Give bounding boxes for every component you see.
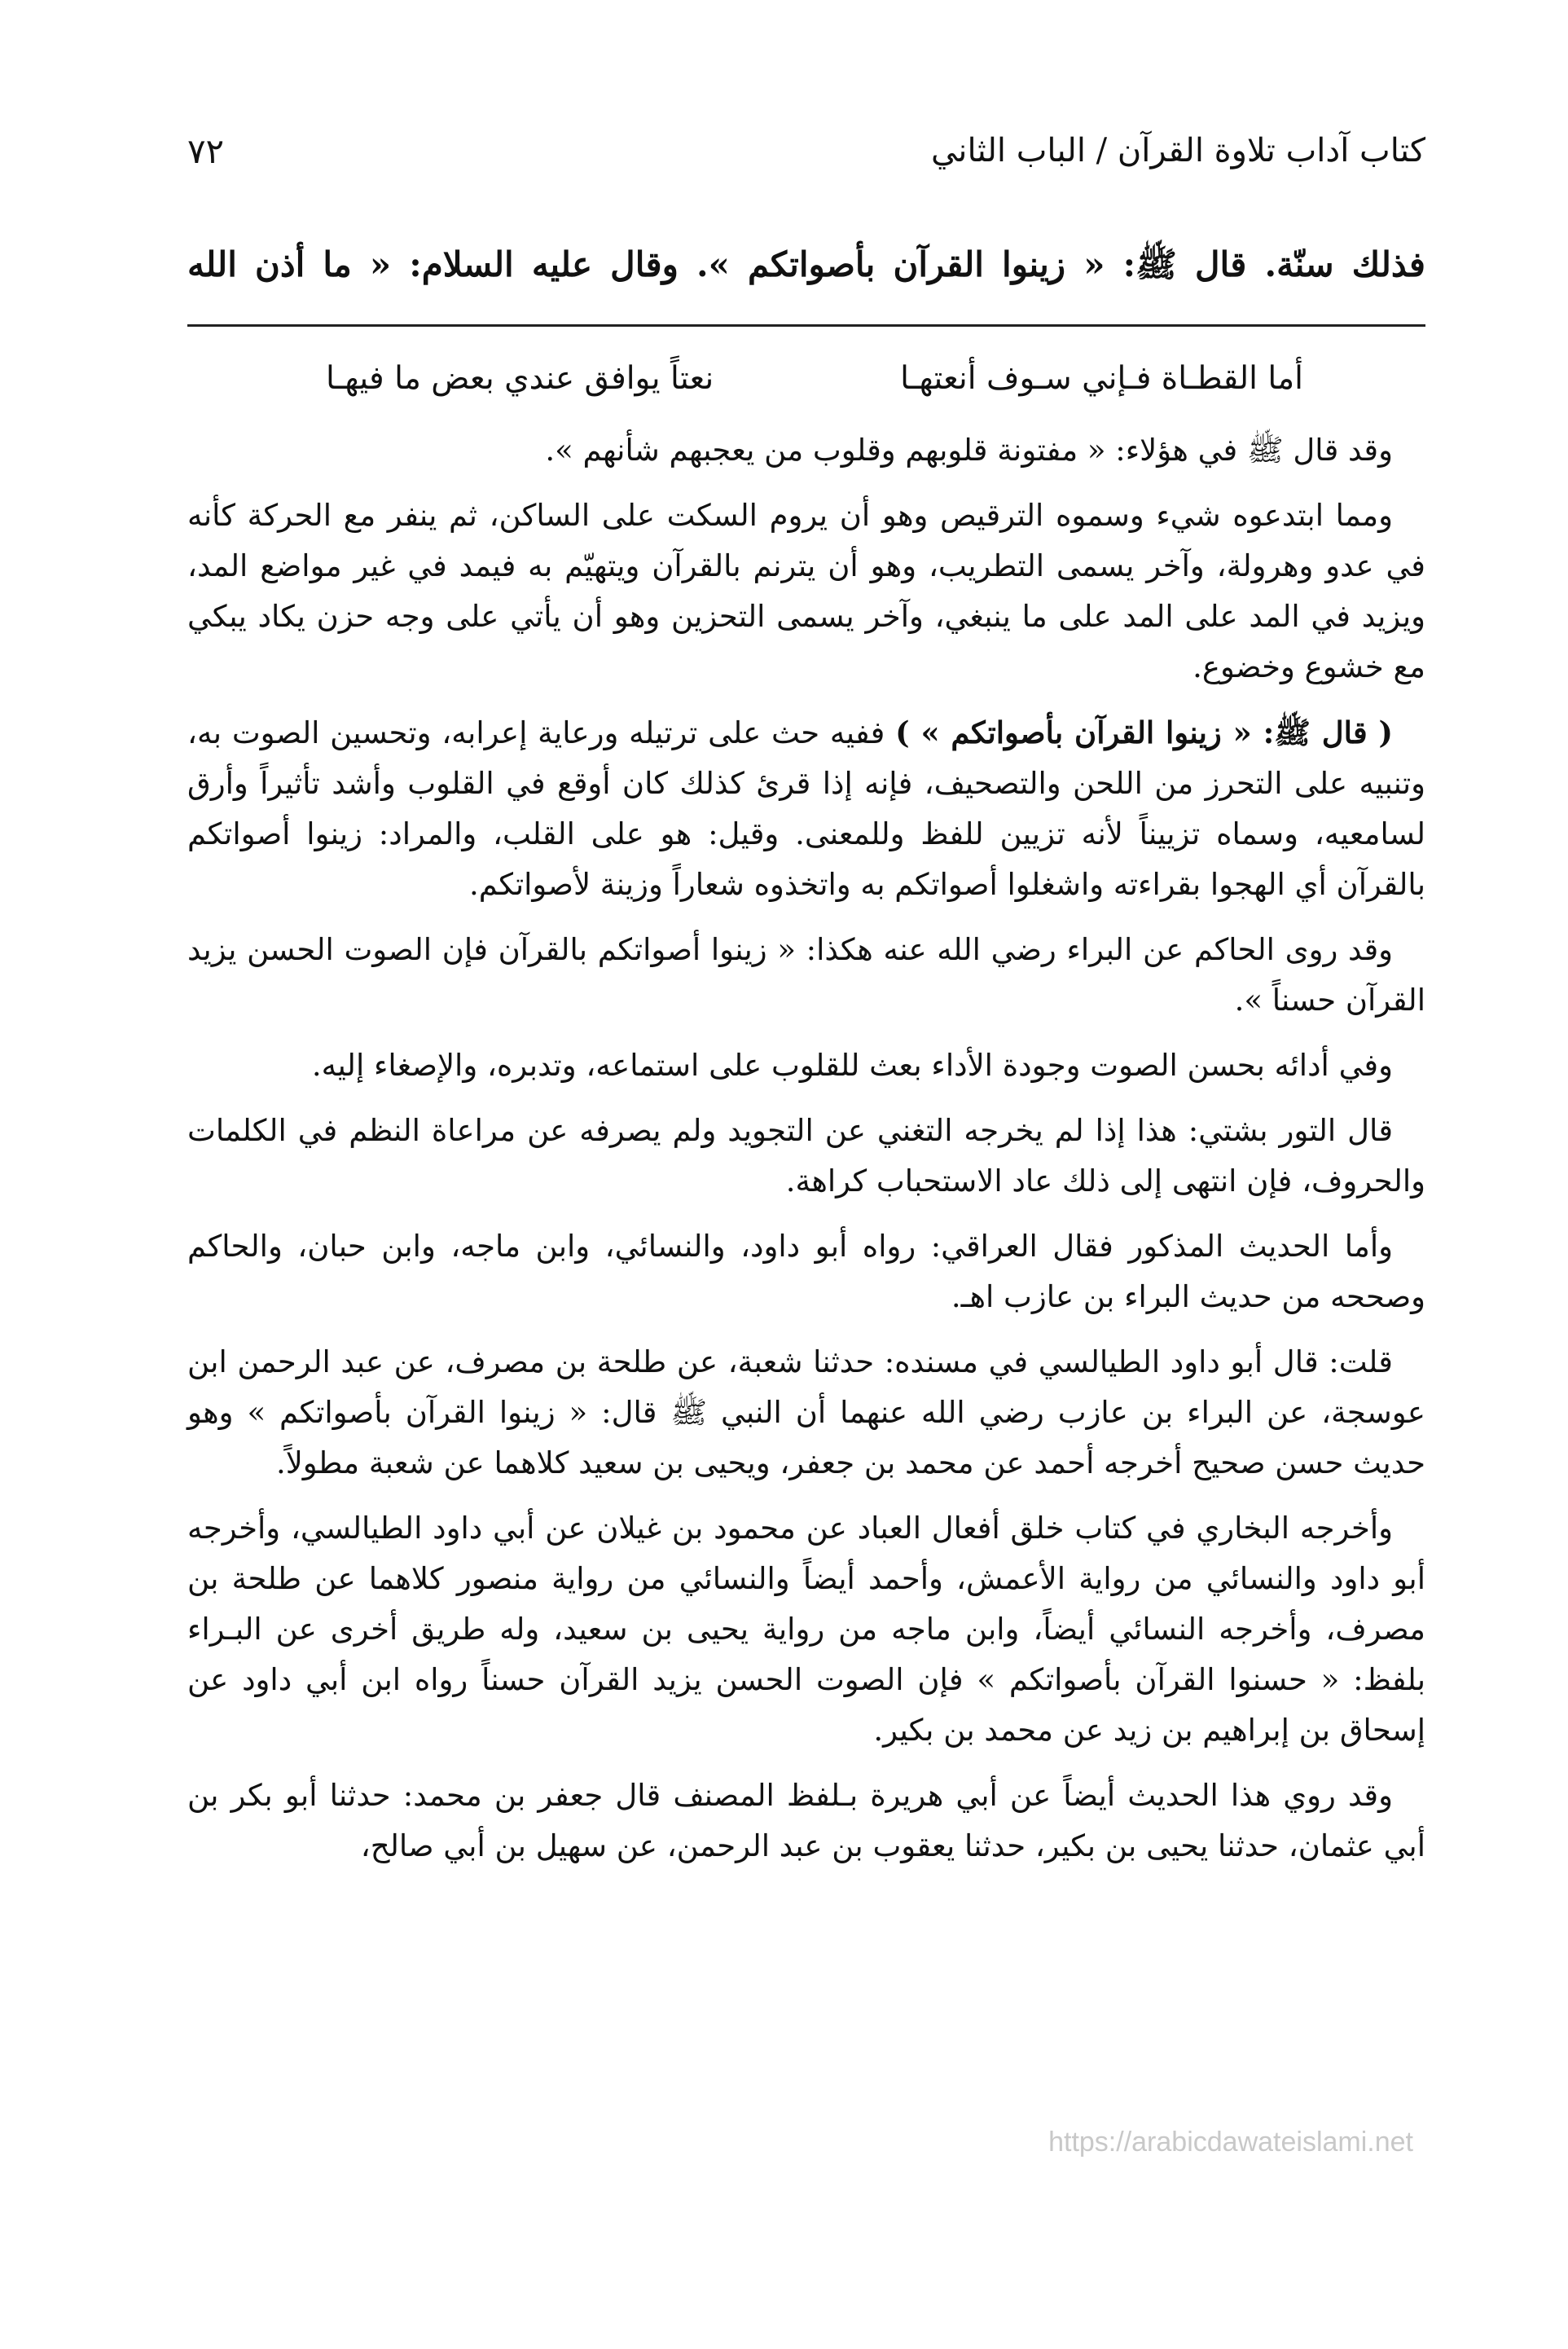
commentary-body bbox=[187, 425, 1425, 1886]
paragraph-commentary bbox=[187, 707, 1425, 910]
watermark-url: https://arabicdawateislami.net bbox=[1048, 2127, 1413, 2158]
paragraph-turbashti: قال التور بشتي: هذا إذا لم يخرجه التغني عن التجويد ولم يصرفه عن مراعاة النظم في الكلمات والحروف، فإن انتهى إلى ذلك عاد الاستحباب كراهة. bbox=[187, 1113, 1425, 1199]
page-header bbox=[187, 122, 1425, 179]
verse-second-hemistich: نعتاً يوافق عندي بعض ما فيهـا bbox=[326, 360, 714, 397]
poetry-verse bbox=[326, 350, 1303, 407]
verse-first-hemistich: أما القطـاة فـإني سـوف أنعتهـا bbox=[900, 360, 1303, 397]
paragraph-hakim-narration: وقد روى الحاكم عن البراء رضي الله عنه هكذا: « زينوا أصواتكم بالقرآن فإن الصوت الحسن يزيد القرآن حسناً ». bbox=[187, 932, 1425, 1018]
paragraph-abu-hurayra: وقد روي هذا الحديث أيضاً عن أبي هريرة بـلفظ المصنف قال جعفر بن محمد: حدثنا أبو بكر بن أبي عثمان، حدثنا يحيى بن بكير، حدثنا يعقوب بن عبد الرحمن، عن سهيل بن أبي صالح، bbox=[187, 1778, 1425, 1863]
paragraph-lead-quote: ( قال ﷺ: « زينوا القرآن بأصواتكم » ) bbox=[895, 715, 1393, 750]
paragraph-commentary-text: ففيه حث على ترتيله ورعاية إعرابه، وتحسين الصوت به، وتنبيه على التحرز من اللحن والتصحيف، فإنه إذا قرئ كذلك كان أوقع في القلوب وأشد تأثيراً وأرق لسامعيه، وسماه تزييناً لأنه تزيين للفظ وللمعنى. وقيل: هو على القلب، والمراد: زينوا أصواتكم بالقرآن أي الهجوا بقراءته واشغلوا أصواتكم به واتخذوه شعاراً وزينة لأصواتكم. bbox=[187, 715, 1425, 902]
running-title: كتاب آداب تلاوة القرآن / الباب الثاني bbox=[930, 132, 1425, 169]
separator-rule bbox=[187, 324, 1425, 327]
paragraph-iraqi: وأما الحديث المذكور فقال العراقي: رواه أبو داود، والنسائي، وابن ماجه، وابن حبان، والحاكم وصححه من حديث البراء بن عازب اهـ. bbox=[187, 1229, 1425, 1314]
continuation-line: فذلك سنّة. قال ﷺ: « زينوا القرآن بأصواتكم ». وقال عليه السلام: « ما أذن الله bbox=[187, 244, 1425, 284]
paragraph-bukhari: وأخرجه البخاري في كتاب خلق أفعال العباد عن محمود بن غيلان عن أبي داود الطيالسي، وأخرجه أبو داود والنسائي من رواية الأعمش، وأحمد أيضاً والنسائي من رواية منصور كلاهما عن طلحة بن مصرف، وأخرجه النسائي أيضاً، وابن ماجه من رواية يحيى بن سعيد، وله طريق أخرى عن البـراء بلفظ: « حسنوا القرآن بأصواتكم » فإن الصوت الحسن يزيد القرآن حسناً رواه ابن أبي داود عن إسحاق بن إبراهيم بن زيد عن محمد بن بكير. bbox=[187, 1511, 1425, 1748]
paragraph-hadith-quote: وقد قال ﷺ في هؤلاء: « مفتونة قلوبهم وقلوب من يعجبهم شأنهم ». bbox=[545, 433, 1393, 468]
page-number: ٧٢ bbox=[187, 130, 225, 171]
paragraph-recitation-effect: وفي أدائه بحسن الصوت وجودة الأداء بعث للقلوب على استماعه، وتدبره، والإصغاء إليه. bbox=[311, 1048, 1393, 1083]
paragraph-tayalisi: قلت: قال أبو داود الطيالسي في مسنده: حدثنا شعبة، عن طلحة بن مصرف، عن عبد الرحمن ابن عوسجة، عن البراء بن عازب رضي الله عنهما أن النبي ﷺ قال: « زينوا القرآن بأصواتكم » وهو حديث حسن صحيح أخرجه أحمد عن محمد بن جعفر، ويحيى بن سعيد كلاهما عن شعبة مطولاً. bbox=[187, 1344, 1425, 1480]
paragraph-innovations: ومما ابتدعوه شيء وسموه الترقيص وهو أن يروم السكت على الساكن، ثم ينفر مع الحركة كأنه في عدو وهرولة، وآخر يسمى التطريب، وهو أن يترنم بالقرآن ويتهيّم به فيمد في غير مواضع المد، ويزيد في المد على المد على ما ينبغي، وآخر يسمى التحزين وهو أن يأتي على وجه حزن يكاد يبكي مع خشوع وخضوع. bbox=[187, 498, 1425, 684]
